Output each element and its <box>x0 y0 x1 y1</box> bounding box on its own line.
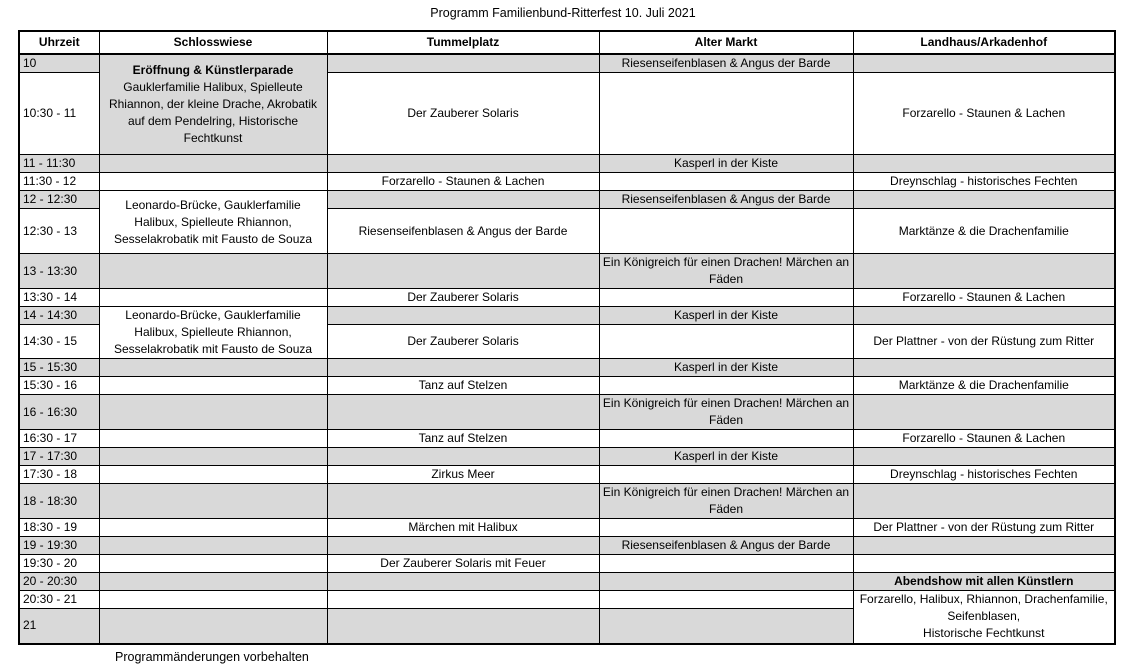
evening-show-line: Historische Fechtkunst <box>923 626 1045 641</box>
landhaus-cell: Dreynschlag - historisches Fechten <box>853 466 1115 484</box>
alter-markt-cell <box>599 173 853 191</box>
time-cell: 14 - 14:30 <box>19 307 99 325</box>
time-cell: 17:30 - 18 <box>19 466 99 484</box>
table-row <box>19 191 1115 209</box>
schlosswiese-cell <box>99 573 327 591</box>
schlosswiese-cell: Leonardo-Brücke, Gauklerfamilie Halibux, Spielleute Rhiannon, Sesselakrobatik mit Fausto de Souza <box>99 191 327 254</box>
schlosswiese-cell <box>99 173 327 191</box>
table-row <box>19 448 1115 466</box>
landhaus-cell <box>853 448 1115 466</box>
schlosswiese-cell <box>99 484 327 519</box>
time-cell: 18:30 - 19 <box>19 519 99 537</box>
table-row <box>19 537 1115 555</box>
time-cell: 12:30 - 13 <box>19 209 99 254</box>
landhaus-cell: Der Plattner - von der Rüstung zum Ritter <box>853 325 1115 359</box>
schlosswiese-cell <box>99 377 327 395</box>
tummelplatz-cell <box>327 537 599 555</box>
tummelplatz-cell: Tanz auf Stelzen <box>327 377 599 395</box>
tummelplatz-cell: Forzarello - Staunen & Lachen <box>327 173 599 191</box>
alter-markt-cell <box>599 555 853 573</box>
header-alter-markt: Alter Markt <box>599 31 853 54</box>
alter-markt-cell: Riesenseifenblasen & Angus der Barde <box>599 191 853 209</box>
schlosswiese-cell <box>99 395 327 430</box>
landhaus-cell: Marktänze & die Drachenfamilie <box>853 209 1115 254</box>
table-row <box>19 289 1115 307</box>
landhaus-cell <box>853 395 1115 430</box>
schlosswiese-cell <box>99 289 327 307</box>
time-cell: 13 - 13:30 <box>19 254 99 289</box>
time-cell: 19:30 - 20 <box>19 555 99 573</box>
tummelplatz-cell: Der Zauberer Solaris <box>327 289 599 307</box>
table-row <box>19 591 1115 609</box>
tummelplatz-cell <box>327 254 599 289</box>
alter-markt-cell <box>599 591 853 609</box>
landhaus-cell: Forzarello - Staunen & Lachen <box>853 430 1115 448</box>
landhaus-cell <box>853 537 1115 555</box>
time-cell: 20 - 20:30 <box>19 573 99 591</box>
table-row <box>19 173 1115 191</box>
schlosswiese-cell <box>99 555 327 573</box>
tummelplatz-cell: Zirkus Meer <box>327 466 599 484</box>
tummelplatz-cell <box>327 573 599 591</box>
alter-markt-cell: Kasperl in der Kiste <box>599 307 853 325</box>
time-cell: 15:30 - 16 <box>19 377 99 395</box>
header-landhaus: Landhaus/Arkadenhof <box>853 31 1115 54</box>
schlosswiese-cell <box>99 609 327 644</box>
tummelplatz-cell <box>327 448 599 466</box>
tummelplatz-cell <box>327 155 599 173</box>
time-cell: 11 - 11:30 <box>19 155 99 173</box>
landhaus-cell <box>853 191 1115 209</box>
tummelplatz-cell <box>327 191 599 209</box>
alter-markt-cell: Kasperl in der Kiste <box>599 448 853 466</box>
time-cell: 10:30 - 11 <box>19 73 99 155</box>
header-row <box>19 31 1115 54</box>
landhaus-cell: Marktänze & die Drachenfamilie <box>853 377 1115 395</box>
landhaus-cell: Dreynschlag - historisches Fechten <box>853 173 1115 191</box>
table-row <box>19 395 1115 430</box>
alter-markt-cell: Kasperl in der Kiste <box>599 155 853 173</box>
schlosswiese-cell: Leonardo-Brücke, Gauklerfamilie Halibux, Spielleute Rhiannon, Sesselakrobatik mit Fausto de Souza <box>99 307 327 359</box>
alter-markt-cell <box>599 73 853 155</box>
schlosswiese-cell <box>99 54 327 155</box>
header-schlosswiese: Schlosswiese <box>99 31 327 54</box>
evening-show-line: Seifenblasen, <box>947 609 1021 624</box>
tummelplatz-cell: Tanz auf Stelzen <box>327 430 599 448</box>
opening-title: Eröffnung & Künstlerparade <box>132 63 294 77</box>
time-cell: 19 - 19:30 <box>19 537 99 555</box>
landhaus-cell: Der Plattner - von der Rüstung zum Ritter <box>853 519 1115 537</box>
tummelplatz-cell: Riesenseifenblasen & Angus der Barde <box>327 209 599 254</box>
schlosswiese-cell <box>99 155 327 173</box>
table-row <box>19 155 1115 173</box>
tummelplatz-cell <box>327 359 599 377</box>
landhaus-cell: Forzarello - Staunen & Lachen <box>853 289 1115 307</box>
header-uhrzeit: Uhrzeit <box>19 31 99 54</box>
schlosswiese-cell <box>99 448 327 466</box>
schlosswiese-cell <box>99 537 327 555</box>
alter-markt-cell <box>599 609 853 644</box>
schlosswiese-cell <box>99 359 327 377</box>
schlosswiese-cell <box>99 254 327 289</box>
table-row <box>19 377 1115 395</box>
time-cell: 13:30 - 14 <box>19 289 99 307</box>
time-cell: 18 - 18:30 <box>19 484 99 519</box>
page-title: Programm Familienbund-Ritterfest 10. Juli 2021 <box>430 6 696 20</box>
tummelplatz-cell <box>327 609 599 644</box>
alter-markt-cell <box>599 377 853 395</box>
landhaus-cell <box>853 254 1115 289</box>
tummelplatz-cell <box>327 395 599 430</box>
time-cell: 12 - 12:30 <box>19 191 99 209</box>
time-cell: 15 - 15:30 <box>19 359 99 377</box>
table-row <box>19 573 1115 591</box>
footer-note: Programmänderungen vorbehalten <box>115 650 309 664</box>
table-row <box>19 466 1115 484</box>
landhaus-cell <box>853 307 1115 325</box>
alter-markt-cell: Kasperl in der Kiste <box>599 359 853 377</box>
tummelplatz-cell <box>327 54 599 73</box>
time-cell: 14:30 - 15 <box>19 325 99 359</box>
alter-markt-cell <box>599 466 853 484</box>
alter-markt-cell <box>599 519 853 537</box>
time-cell: 16:30 - 17 <box>19 430 99 448</box>
alter-markt-cell <box>599 325 853 359</box>
table-row <box>19 555 1115 573</box>
landhaus-cell: Forzarello - Staunen & Lachen <box>853 73 1115 155</box>
time-cell: 10 <box>19 54 99 73</box>
alter-markt-cell <box>599 430 853 448</box>
tummelplatz-cell: Der Zauberer Solaris <box>327 73 599 155</box>
schlosswiese-cell <box>99 591 327 609</box>
table-row <box>19 54 1115 73</box>
alter-markt-cell: Riesenseifenblasen & Angus der Barde <box>599 54 853 73</box>
time-cell: 16 - 16:30 <box>19 395 99 430</box>
evening-show-line: Forzarello, Halibux, Rhiannon, Drachenfamilie, <box>859 592 1108 607</box>
tummelplatz-cell <box>327 484 599 519</box>
landhaus-cell <box>853 359 1115 377</box>
alter-markt-cell: Ein Königreich für einen Drachen! Märchen an Fäden <box>599 484 853 519</box>
landhaus-cell <box>853 591 1115 644</box>
table-row <box>19 307 1115 325</box>
tummelplatz-cell: Der Zauberer Solaris mit Feuer <box>327 555 599 573</box>
alter-markt-cell: Ein Königreich für einen Drachen! Märchen an Fäden <box>599 395 853 430</box>
alter-markt-cell <box>599 209 853 254</box>
table-row <box>19 430 1115 448</box>
landhaus-cell <box>853 155 1115 173</box>
landhaus-cell <box>853 54 1115 73</box>
alter-markt-cell: Riesenseifenblasen & Angus der Barde <box>599 537 853 555</box>
table-row <box>19 254 1115 289</box>
landhaus-cell: Abendshow mit allen Künstlern <box>853 573 1115 591</box>
landhaus-cell <box>853 484 1115 519</box>
time-cell: 17 - 17:30 <box>19 448 99 466</box>
time-cell: 20:30 - 21 <box>19 591 99 609</box>
schlosswiese-cell <box>99 466 327 484</box>
table-row <box>19 519 1115 537</box>
table-row <box>19 359 1115 377</box>
schlosswiese-cell <box>99 519 327 537</box>
schlosswiese-cell <box>99 430 327 448</box>
tummelplatz-cell: Märchen mit Halibux <box>327 519 599 537</box>
schedule-table <box>18 30 1116 645</box>
tummelplatz-cell <box>327 591 599 609</box>
tummelplatz-cell: Der Zauberer Solaris <box>327 325 599 359</box>
header-tummelplatz: Tummelplatz <box>327 31 599 54</box>
time-cell: 11:30 - 12 <box>19 173 99 191</box>
alter-markt-cell <box>599 289 853 307</box>
time-cell: 21 <box>19 609 99 644</box>
opening-details: Gauklerfamilie Halibux, Spielleute Rhiannon, der kleine Drache, Akrobatik auf dem Pendelring, Historische Fechtkunst <box>108 80 318 145</box>
table-row <box>19 484 1115 519</box>
tummelplatz-cell <box>327 307 599 325</box>
alter-markt-cell: Ein Königreich für einen Drachen! Märchen an Fäden <box>599 254 853 289</box>
landhaus-cell <box>853 555 1115 573</box>
alter-markt-cell <box>599 573 853 591</box>
